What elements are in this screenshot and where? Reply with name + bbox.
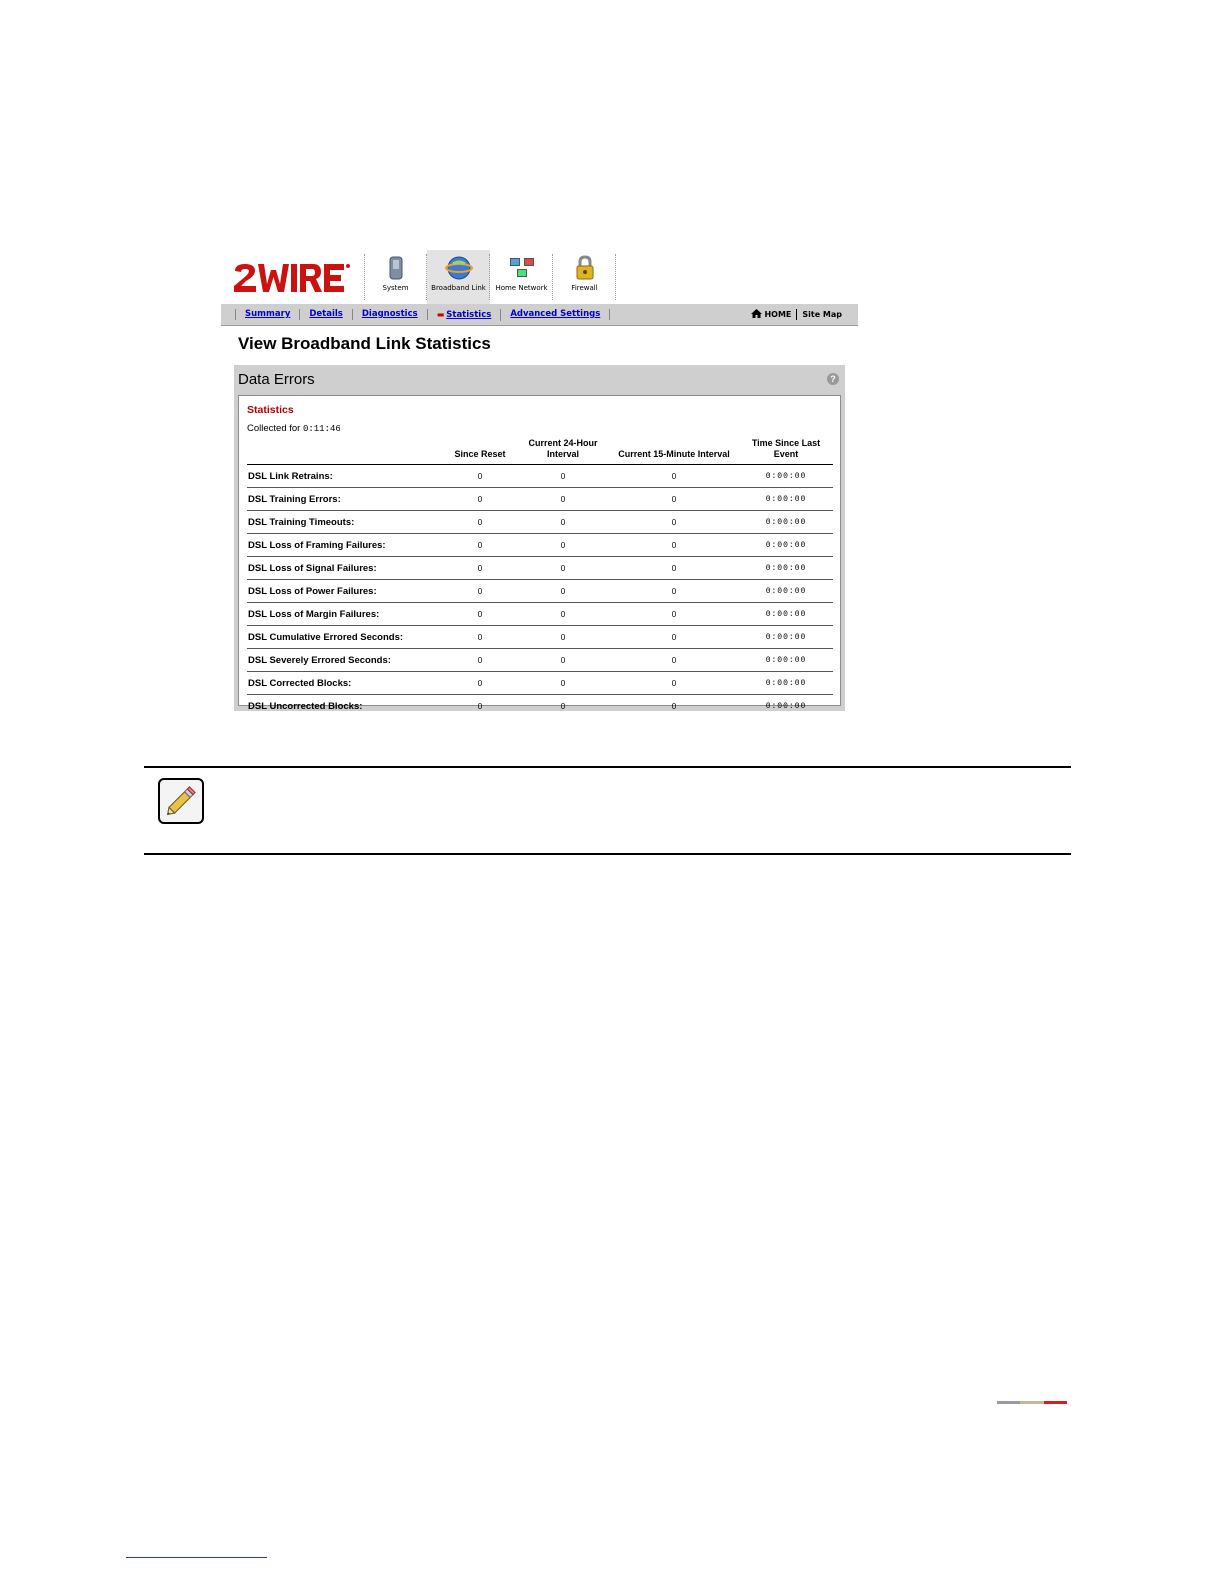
row-label: DSL Loss of Signal Failures: (247, 557, 443, 580)
row-label: DSL Loss of Margin Failures: (247, 603, 443, 626)
row-label: DSL Training Errors: (247, 488, 443, 511)
row-label: DSL Corrected Blocks: (247, 672, 443, 695)
footer-color-bar (997, 1401, 1067, 1404)
interval-24h-value: 0 (517, 580, 609, 603)
interval-24h-value: 0 (517, 465, 609, 488)
column-header-24-hour: Current 24-Hour Interval (517, 438, 609, 465)
since-reset-value: 0 (443, 580, 517, 603)
table-row (247, 649, 833, 672)
column-header-15-minute: Current 15-Minute Interval (609, 438, 739, 465)
interval-24h-value: 0 (517, 626, 609, 649)
interval-15m-value: 0 (609, 557, 739, 580)
interval-24h-value: 0 (517, 672, 609, 695)
tab-broadband-link-label: Broadband Link (431, 284, 486, 292)
interval-15m-value: 0 (609, 649, 739, 672)
interval-15m-value: 0 (609, 672, 739, 695)
time-since-last-value: 0:00:00 (739, 488, 833, 511)
row-label: DSL Loss of Power Failures: (247, 580, 443, 603)
row-label: DSL Uncorrected Blocks: (248, 700, 363, 712)
interval-15m-value: 0 (609, 465, 739, 488)
time-since-last-value: 0:00:00 (739, 649, 833, 672)
table-row (247, 603, 833, 626)
selected-arrow-icon: ▬ (436, 309, 445, 319)
collected-label: Collected for (247, 423, 301, 434)
panel-title: Data Errors (238, 371, 315, 388)
table-row (247, 534, 833, 557)
tab-firewall-label: Firewall (571, 284, 598, 292)
interval-15m-value: 0 (609, 534, 739, 557)
interval-15m-value: 0 (671, 701, 677, 711)
sub-navigation (221, 304, 858, 326)
interval-15m-value: 0 (609, 580, 739, 603)
row-label: DSL Severely Errored Seconds: (247, 649, 443, 672)
interval-24h-value: 0 (560, 701, 566, 711)
interval-24h-value: 0 (517, 511, 609, 534)
time-since-last-value: 0:00:00 (739, 557, 833, 580)
table-row (247, 626, 833, 649)
panel-body (238, 395, 841, 712)
column-header-time-since-last: Time Since Last Event (739, 438, 833, 465)
column-header-since-reset: Since Reset (443, 438, 517, 465)
note-bottom-rule (144, 853, 1071, 855)
help-icon[interactable]: ? (827, 373, 839, 385)
since-reset-value: 0 (443, 557, 517, 580)
since-reset-value: 0 (443, 488, 517, 511)
time-since-last-value: 0:00:00 (765, 701, 807, 711)
time-since-last-value: 0:00:00 (739, 511, 833, 534)
interval-24h-value: 0 (517, 488, 609, 511)
interval-24h-value: 0 (517, 534, 609, 557)
tab-home-network[interactable] (490, 250, 553, 304)
site-map-link[interactable]: Site Map (802, 310, 842, 319)
interval-24h-value: 0 (517, 649, 609, 672)
time-since-last-value: 0:00:00 (739, 580, 833, 603)
table-row (247, 672, 833, 695)
interval-24h-value: 0 (517, 603, 609, 626)
system-icon (382, 254, 410, 282)
column-header-label (247, 438, 443, 465)
time-since-last-value: 0:00:00 (739, 626, 833, 649)
table-row (247, 488, 833, 511)
home-icon (751, 309, 762, 320)
broadband-globe-icon (445, 254, 473, 282)
interval-15m-value: 0 (609, 626, 739, 649)
main-nav-tabs (364, 250, 616, 304)
interval-15m-value: 0 (609, 511, 739, 534)
since-reset-value: 0 (477, 701, 483, 711)
row-label: DSL Cumulative Errored Seconds: (247, 626, 443, 649)
row-label: DSL Training Timeouts: (247, 511, 443, 534)
tab-broadband-link[interactable] (427, 250, 490, 304)
tab-system[interactable] (364, 250, 427, 304)
since-reset-value: 0 (443, 672, 517, 695)
data-errors-panel (234, 365, 845, 711)
interval-15m-value: 0 (609, 603, 739, 626)
collected-time: 0:11:46 (302, 424, 341, 434)
since-reset-value: 0 (443, 626, 517, 649)
subnav-diagnostics[interactable]: Diagnostics (353, 309, 428, 320)
subnav-advanced-settings[interactable]: Advanced Settings (501, 309, 610, 320)
row-label: DSL Loss of Framing Failures: (247, 534, 443, 557)
table-row (247, 580, 833, 603)
since-reset-value: 0 (443, 649, 517, 672)
firewall-lock-icon (571, 254, 599, 282)
time-since-last-value: 0:00:00 (739, 534, 833, 557)
since-reset-value: 0 (443, 511, 517, 534)
tab-system-label: System (382, 284, 409, 292)
since-reset-value: 0 (443, 603, 517, 626)
home-link[interactable] (751, 309, 797, 320)
statistics-heading: Statistics (247, 404, 294, 416)
home-link-label: HOME (764, 310, 792, 319)
subnav-statistics-label: Statistics (446, 309, 492, 320)
since-reset-value: 0 (443, 534, 517, 557)
table-header-row (247, 438, 833, 465)
page-title: View Broadband Link Statistics (238, 334, 491, 353)
interval-24h-value: 0 (517, 557, 609, 580)
tab-home-network-label: Home Network (495, 284, 548, 292)
data-errors-table (247, 438, 833, 717)
table-row (247, 465, 833, 488)
pencil-note-icon (158, 778, 204, 824)
row-label: DSL Link Retrains: (247, 465, 443, 488)
table-row (247, 511, 833, 534)
tab-firewall[interactable] (553, 250, 616, 304)
subnav-details[interactable]: Details (300, 309, 353, 320)
since-reset-value: 0 (443, 465, 517, 488)
home-network-icon (508, 254, 536, 282)
brand-logo (233, 262, 351, 294)
time-since-last-value: 0:00:00 (739, 603, 833, 626)
subnav-summary[interactable]: Summary (235, 309, 300, 320)
table-row (247, 557, 833, 580)
time-since-last-value: 0:00:00 (739, 672, 833, 695)
note-top-rule (144, 766, 1071, 768)
table-body (247, 465, 833, 718)
footer-rule (126, 1557, 267, 1558)
time-since-last-value: 0:00:00 (739, 465, 833, 488)
interval-15m-value: 0 (609, 488, 739, 511)
subnav-statistics[interactable] (428, 309, 502, 321)
table-row (247, 695, 833, 718)
collected-for (247, 423, 341, 434)
